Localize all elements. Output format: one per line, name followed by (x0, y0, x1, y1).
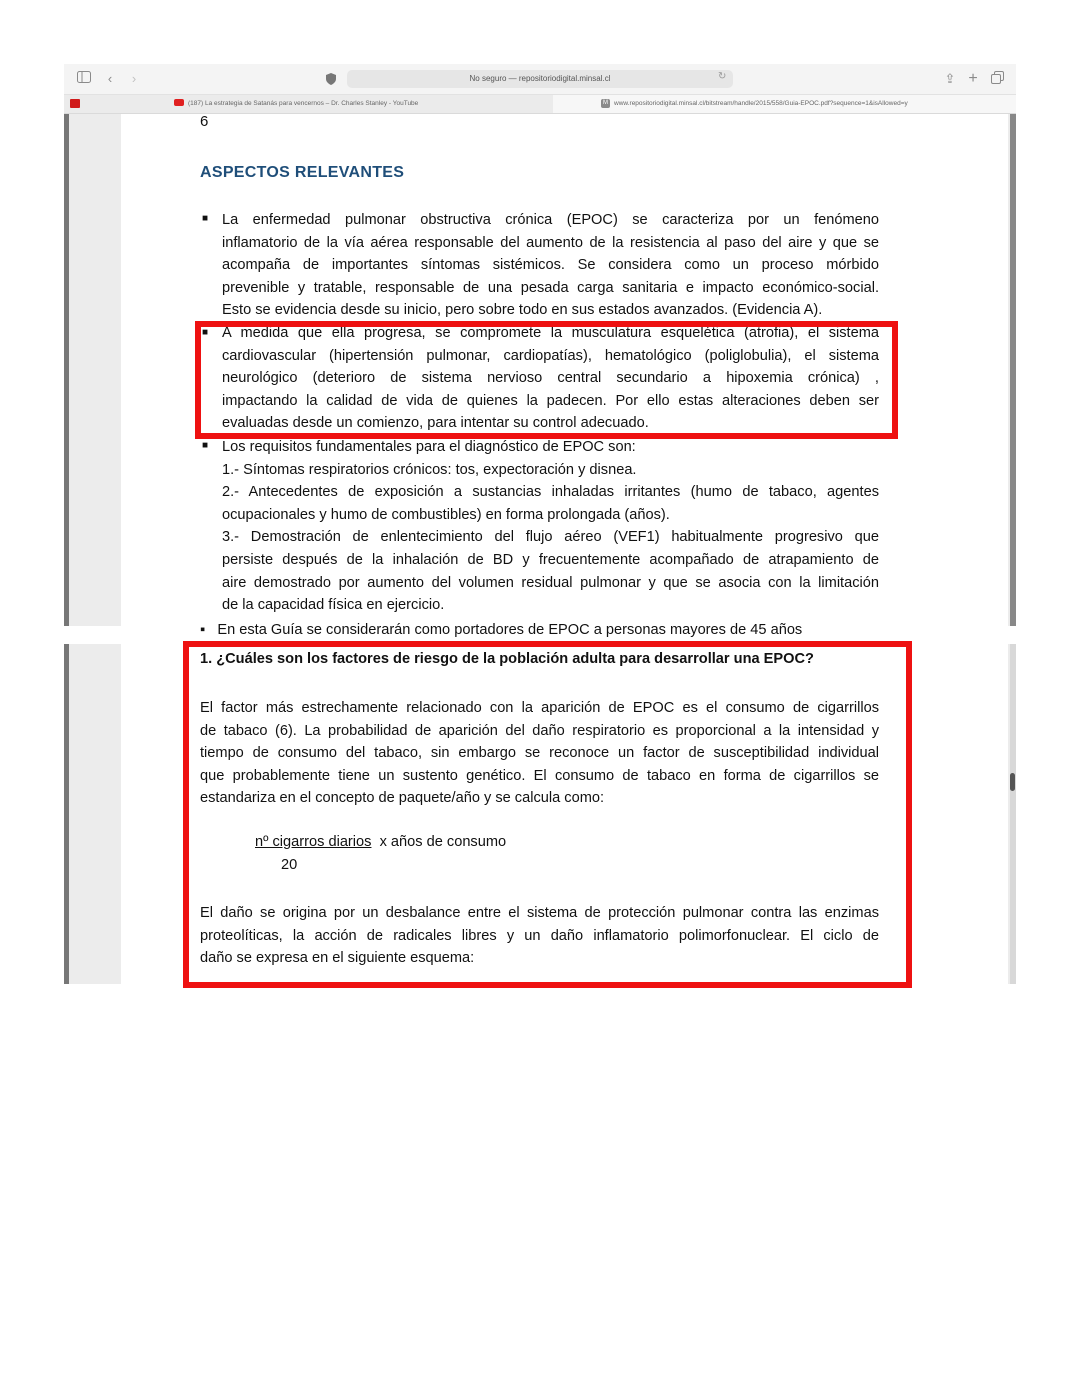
formula-numerator: nº cigarros diarios (255, 834, 372, 850)
address-bar[interactable]: No seguro — repositoriodigital.minsal.cl (347, 70, 733, 88)
tab-label: (187) La estrategia de Satanás para vencernos – Dr. Charles Stanley - YouTube (188, 100, 419, 107)
reload-icon[interactable]: ↻ (718, 71, 727, 82)
scrollbar[interactable] (1010, 114, 1016, 626)
share-icon[interactable]: ⇪ (944, 71, 956, 86)
forward-icon[interactable]: › (131, 71, 137, 86)
highlight-box (195, 321, 898, 439)
shield-icon (326, 72, 336, 84)
pdf-favicon-icon: M (603, 99, 608, 106)
question-heading: 1. ¿Cuáles son los factores de riesgo de la población adulta para desarrollar una EPOC? (200, 651, 814, 667)
scrollbar[interactable] (1010, 644, 1016, 984)
cut-off-line: ▪ En esta Guía se considerarán como portadores de EPOC a personas mayores de 45 años (200, 622, 803, 638)
new-tab-icon[interactable]: + (968, 70, 978, 87)
bullet-paragraph: La enfermedad pulmonar obstructiva crónica (EPOC) se caracteriza por un fenómeno inflamatorio de la vía aérea responsable del aumento de la resistencia al paso del aire y que se acompaña de importantes síntomas sistémicos. Se considera como un proceso mórbido prevenible y tratable, responsable de una pesada carga sanitaria e impacto económico-social. Esto se evidencia desde su inicio, pero sobre todo en sus estados avanzados. (Evidencia A). (222, 212, 879, 319)
page-number: 6 (200, 113, 209, 130)
bullet-paragraph: A medida que ella progresa, se compromete la musculatura esquelética (atrofia), el sistema cardiovascular (hipertensión pulmonar, cardiopatías), hematológico (poliglobulia), el sistema neurológico (deterioro de sistema nervioso central secundario a hipoxemia crónica) , impactando la calidad de vida de quienes la padecen. Por ello estas alteraciones deben ser evaluadas desde un comienzo, para intentar su control adecuado. (222, 325, 879, 432)
bullet-icon: ■ (202, 327, 209, 338)
bullet-icon: ■ (202, 213, 209, 224)
formula-denominator: 20 (281, 857, 298, 873)
tab-pdf[interactable] (553, 95, 1016, 113)
body-paragraph: El daño se origina por un desbalance entre el sistema de protección pulmonar contra las enzimas proteolíticas, la acción de radicales libres y un daño inflamatorio polimorfonuclear. El ciclo de daño se expresa en el siguiente esquema: (200, 905, 879, 967)
browser-toolbar (64, 64, 1016, 95)
bullet-icon: ■ (202, 440, 209, 451)
youtube-icon (174, 99, 184, 106)
bullet-paragraph: Los requisitos fundamentales para el diagnóstico de EPOC son: 1.- Síntomas respiratorios crónicos: tos, expectoración y disnea. 2.- Antecedentes de exposición a sustancias inhaladas irritantes (humo de tabaco, agentes ocupacionales y humo de combustibles) en forma prolongada (años). 3.- Demostración de enlentecimiento del flujo aéreo (VEF1) habitualmente progresivo que persiste después de la inhalación de BD y frecuentemente acompañado de atrapamiento de aire demostrado por aumento del volumen residual pulmonar y que se asocia con la limitación de la capacidad física en ejercicio. (222, 439, 879, 614)
tab-bar (64, 95, 1016, 114)
tabs-overview-icon[interactable] (989, 71, 1005, 87)
back-icon[interactable]: ‹ (107, 71, 113, 86)
section-heading: ASPECTOS RELEVANTES (200, 164, 405, 181)
body-paragraph: El factor más estrechamente relacionado con la aparición de EPOC es el consumo de cigarrillos de tabaco (6). La probabilidad de aparición del daño respiratorio es proporcional a la intensidad y tiempo de consumo del tabaco, sin embargo se reconoce un factor de susceptibilidad individual que probablemente tiene un sustento genético. El consumo de tabaco en forma de cigarrillos se estandariza en el concepto de paquete/año y se calcula como: (200, 700, 879, 807)
scroll-thumb[interactable] (1010, 773, 1015, 791)
formula-rest: x años de consumo (379, 834, 507, 850)
lego-favicon-icon[interactable] (70, 99, 80, 108)
sidebar-icon[interactable] (76, 71, 92, 87)
tab-label: www.repositoriodigital.minsal.cl/bitstream/handle/2015/558/Guia-EPOC.pdf?sequence=1&isAllowed=y (614, 100, 908, 107)
highlight-box (183, 641, 912, 988)
tab-youtube[interactable] (174, 95, 552, 113)
